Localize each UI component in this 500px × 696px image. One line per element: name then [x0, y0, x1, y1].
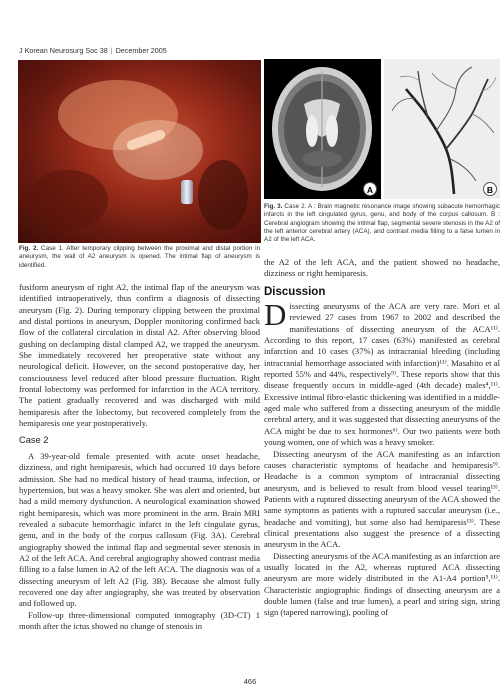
figure-3a-mri: [264, 59, 381, 199]
figure-2-surgical-photo: [18, 60, 261, 243]
page-number: 466: [243, 677, 257, 686]
shadow-region-right: [198, 160, 248, 230]
angiogram-image: [384, 59, 500, 199]
right-text-column: [264, 257, 500, 619]
left-text-column: [19, 282, 260, 632]
panel-label-a: A: [363, 182, 377, 196]
panel-label-b: B: [483, 182, 497, 196]
paragraph-case2-end: the A2 of the left ACA, and the patient showed no headache, dizziness or right hemiparesis.: [264, 257, 500, 279]
mri-brain-image: [264, 59, 381, 199]
figure-3-caption: Fig. 3. Case 2. A : Brain magnetic resonance image showing subacute hemorrhagic infarcts in the left cingulated gyrus, genu, and body of the corpus callosum. B : Cerebral angiogram showing the intimal flap, segmental severe stenosis in the A2 of the left anterior cerebral artery (ACA), and contrast media filling to a false lumen in A2 of the left ACA.: [264, 203, 500, 244]
paragraph-case1-continued: fusiform aneurysm of right A2, the intimal flap of the aneurysm was identified intraoperatively, thus confirm a diagnosis of dissecting aneurysm (Fig. 2). During temporary clipping between the proximal and distal portions in aneurysm, Doppler monitoring confirmed back flow of the collateral circulation in distal A2. After observing blood gushing on declamping distal clamped A2, we trapped the aneurysm. She immediately recovered her preoperative state without any neurological deficit. However, on the second postoperative day, her consciousness level reduced after blood pressure fluctuation. Right frontal lobectomy was performed for infarction in the ACA territory. The patient gradually recovered and was discharged with mild hemiparesis after the lobectomy, but recovered completely from the hemiparesis one year postoperatively.: [19, 282, 260, 429]
surgical-clip: [181, 180, 193, 204]
journal-name: J Korean Neurosurg Soc 38: [19, 46, 108, 55]
running-header: [19, 46, 167, 55]
paragraph-discussion-2: Dissecting aneurysm of the ACA manifesting as an infarction causes characteristic symptoms of headache and hemiparesis⁹⁾. Headache is a common symptom of intracranial dissecting aneurysm, and is believed to result from blood vessel tearing¹³⁾. Patients with a ruptured dissecting aneurysm of the ACA showed the same symptoms as patients with a ruptured saccular aneurysm (i.e., headache and vomiting), but some also had hemiparesis¹³⁾. These clinical presentations also suggest the presence of a dissecting aneurysm in the ACA.: [264, 448, 500, 550]
paragraph-discussion-3: Dissecting aneurysms of the ACA manifesting as an infarction are usually located in the A2, whereas ruptured ACA dissecting aneurysm are more widely distributed in the A1-A4 portion⁵,¹¹⁾. Characteristic angiographic findings of dissecting aneurysm are a double lumen (false and true lumen), a pearl and string sign, string sign (tapered narrowing), pooling of: [264, 550, 500, 618]
paragraph-followup: Follow-up three-dimensional computed tomography (3D-CT) 1 month after the ictus showed no change of stenosis in: [19, 609, 260, 631]
issue-date: December 2005: [115, 46, 167, 55]
paragraph-discussion-1: [264, 297, 500, 448]
shadow-region: [28, 170, 108, 230]
discussion-heading: Discussion: [264, 285, 326, 298]
case-2-heading: Case 2: [19, 435, 49, 446]
header-separator: |: [110, 46, 113, 55]
paragraph-case2: A 39-year-old female presented with acute onset headache, dizziness, and right hemiparesis, which had occurred 10 days before admission. She had no medical history of head trauma, infection, or hypertension, but was a heavy smoker. She was alert and oriented, but had a mild memory dysfunction. A neurological examination showed right hemiparesis, which was more prominent in the arm. Brain MRI revealed a subacute hemorrhagic infarct in the left cingulate gyrus, genu, and in the body of the corpus callosum (Fig. 3A). Cerebral angiography showed the intimal flap and segmental sever stenosis in A2 of the left ACA. And cerebral angiography showed contrast media filling to a false lumen in A2 of the left ACA. The diagnosis was of a dissecting aneurysm of left A2 (Fig. 3B). Because she almost fully recovered one day after angiography, she was treated by observation and followed up.: [19, 450, 260, 609]
discussion-1-text: issecting aneurysms of the ACA are very rare. Mori et al reviewed 27 cases from 1967 to 2002 and described the manifestations of dissecting aneurysm of the ACA¹¹⁾. According to this report, 17 cases (63%) manifested as cerebral infarction and 10 cases (37%) as intracranial bleeding (including intracranial hemorrhage associated with infarction)¹¹⁾. Masahito et al reported 55% and 44%, respectively⁹⁾. These reports show that this disease frequently occurs in middle-aged (4th decade) males⁴,¹¹⁾. Excessive intimal fibro-elastic thickening was identified in a middle-aged male who suffered from a dissecting aneurysm of the middle cerebral artery, and it was suggested that dissecting aneurysms of the ACA might be due to sex hormones⁶⁾. Our two patients were both young women, one of which was a heavy smoker.: [264, 301, 500, 448]
figure-3b-angiogram: [384, 59, 500, 199]
figure-2-caption: Fig. 2. Case 1. After temporary clipping between the proximal and distal portion in aneurysm, the wall of A2 aneurysm is opened. The intimal flap of aneurysm is identified.: [19, 245, 260, 269]
drop-cap: D: [264, 297, 287, 333]
